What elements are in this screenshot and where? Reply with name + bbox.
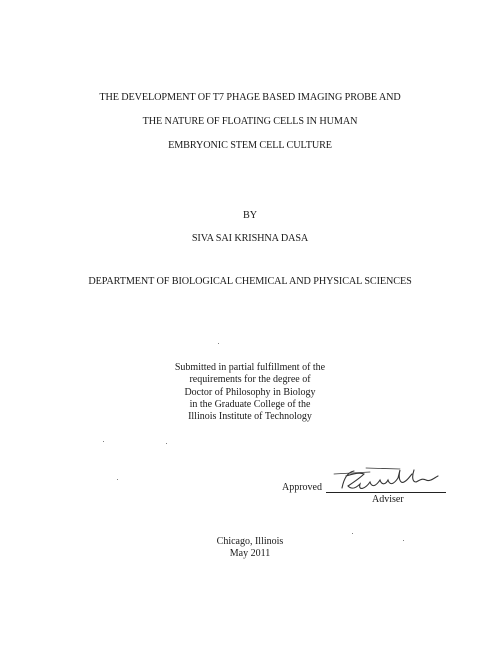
scan-speck [218,343,219,344]
submission-line-4: in the Graduate College of the [189,398,311,410]
date: May 2011 [229,548,271,560]
scan-speck [166,443,167,444]
submission-statement [0,362,500,423]
by-label: BY [243,210,257,221]
scan-speck [103,441,104,442]
location: Chicago, Illinois [216,536,284,547]
approval-block [282,470,452,510]
adviser-label: Adviser [372,494,404,505]
submission-line-3: Doctor of Philosophy in Biology [184,386,316,398]
title-line-3: EMBRYONIC STEM CELL CULTURE [168,140,332,151]
scan-speck [352,533,353,534]
author-name: SIVA SAI KRISHNA DASA [191,233,309,244]
scan-speck [117,479,118,480]
place-and-date [0,536,500,561]
submission-line-5: Illinois Institute of Technology [188,411,312,423]
title-line-1: THE DEVELOPMENT OF T7 PHAGE BASED IMAGING PROBE AND [99,92,401,103]
title-line-2: THE NATURE OF FLOATING CELLS IN HUMAN [142,116,358,127]
department-name: DEPARTMENT OF BIOLOGICAL CHEMICAL AND PHYSICAL SCIENCES [88,276,412,287]
submission-line-1: Submitted in partial fulfillment of the [174,362,326,373]
approved-label: Approved [282,482,322,493]
submission-line-2: requirements for the degree of [189,374,311,386]
